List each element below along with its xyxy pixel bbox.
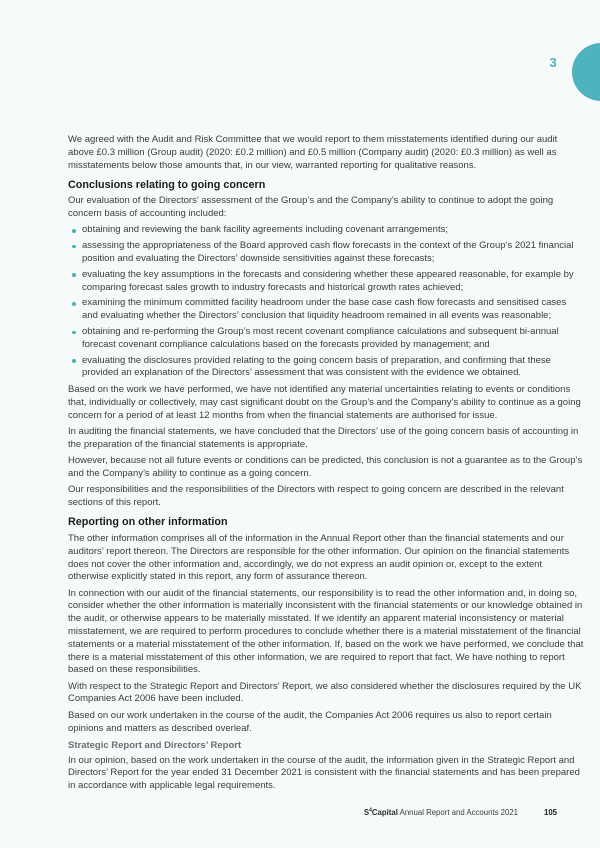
going-concern-bullet-list [68,224,584,380]
page-content [68,134,584,797]
bullet-item [68,297,584,323]
heading-other-information: Reporting on other information [68,516,228,529]
bullet-icon [72,302,76,306]
bullet-text: examining the minimum committed facility headroom under the base case cash flow forecasts and sensitised cases and evaluating whether the Directors’ conclusion that liquidity headroom remained in all events was reasonable; [82,297,567,322]
bullet-text: obtaining and re-performing the Group’s most recent covenant compliance calculations and subsequent bi-annual forecast covenant compliance calculations based on the forecasts provided by management; and [82,326,559,350]
intro-paragraph: We agreed with the Audit and Risk Committee that we would report to them misstatements identified during our audit above £0.3 million (Group audit) (2020: £0.2 million) and £0.5 million (Company audit) (2020: £0.3 million) as well as misstatements below those amounts that, in our view, warranted reporting for qualitative reasons. [68,134,558,171]
bullet-item [68,355,584,381]
going-concern-paragraph: Our responsibilities and the responsibilities of the Directors with respect to going concern are described in the relevant sections of this report. [68,484,564,509]
heading-going-concern: Conclusions relating to going concern [68,178,266,191]
page-footer [364,808,557,817]
bullet-icon [72,359,76,363]
bullet-item [68,240,584,266]
teal-corner-circle [572,43,600,101]
strategic-report-paragraph: In our opinion, based on the work undertaken in the course of the audit, the information given in the Strategic Report and Directors’ Report for the year ended 31 December 2021 is consistent with the financial statements and has been prepared in accordance with applicable legal requirements. [68,754,580,792]
other-information-paragraph: With respect to the Strategic Report and Directors’ Report, we also considered whether the disclosures required by the UK Companies Act 2006 have been included. [68,680,582,705]
footer-page-number: 105 [543,808,557,817]
footer-brand-superscript: 4 [369,807,372,814]
bullet-icon [72,229,76,233]
footer-brand-s: S [363,808,370,817]
footer-brand [364,808,398,817]
bullet-text: assessing the appropriateness of the Board approved cash flow forecasts in the context of the Group’s 2021 financial position and evaluating the Directors’ downside sensitivities against these forecasts; [82,240,574,265]
bullet-icon [72,245,76,249]
other-information-paragraph: Based on our work undertaken in the course of the audit, the Companies Act 2006 requires us also to report certain opinions and matters as described overleaf. [68,709,552,734]
bullet-item [68,269,584,295]
subheading-strategic-report: Strategic Report and Directors’ Report [68,739,242,751]
bullet-icon [72,331,76,335]
going-concern-paragraph: However, because not all future events or conditions can be predicted, this conclusion is not a guarantee as to the Group’s and the Company’s ability to continue as a going concern. [68,455,583,480]
footer-report-title: Annual Report and Accounts 2021 [397,808,518,817]
other-information-paragraph: The other information comprises all of the information in the Annual Report other than the financial statements and our auditors’ report thereon. The Directors are responsible for the other information. Our opinion on the financial statements does not cover the other information and, accordingly, we do not express an audit opinion or, except to the extent otherwise explicitly stated in this report, any form of assurance thereon. [68,532,570,583]
bullet-icon [72,273,76,277]
bullet-text: evaluating the key assumptions in the forecasts and considering whether these appeared reasonable, for example by comparing forecast sales growth to industry forecasts and historical growth rates achieved; [82,268,574,293]
footer-brand-capital: Capital [371,808,398,817]
going-concern-paragraph: In auditing the financial statements, we have concluded that the Directors’ use of the going concern basis of accounting in the preparation of the financial statements is appropriate. [68,426,579,450]
going-concern-paragraph: Based on the work we have performed, we have not identified any material uncertainties relating to events or conditions that, individually or collectively, may cast significant doubt on the Group’s and the Company’s ability to continue as a going concern for a period of at least 12 months from when the financial statements are authorised for issue. [68,384,581,421]
section-number: 3 [549,55,557,70]
bullet-item [68,326,584,352]
other-information-paragraph: In connection with our audit of the financial statements, our responsibility is to read the other information and, in doing so, consider whether the other information is materially inconsistent with the financial statements or our knowledge obtained in the audit, or otherwise appears to be materially misstated. If we identify an apparent material inconsistency or material misstatement, we are required to perform procedures to conclude whether there is a material misstatement of the financial statements or a material misstatement of the other information. If, based on the work we have performed, we conclude that there is a material misstatement of this other information, we are required to report that fact. We have nothing to report based on these responsibilities. [68,587,584,676]
bullet-text: evaluating the disclosures provided relating to the going concern basis of preparation, and confirming that these provided an explanation of the Directors’ assessment that was consistent with the evidence we obtained. [82,354,551,379]
bullet-item [68,224,584,237]
bullet-text: obtaining and reviewing the bank facility agreements including covenant arrangements; [82,224,448,236]
going-concern-lead: Our evaluation of the Directors’ assessment of the Group’s and the Company’s ability to continue to adopt the going concern basis of accounting included: [68,195,554,220]
